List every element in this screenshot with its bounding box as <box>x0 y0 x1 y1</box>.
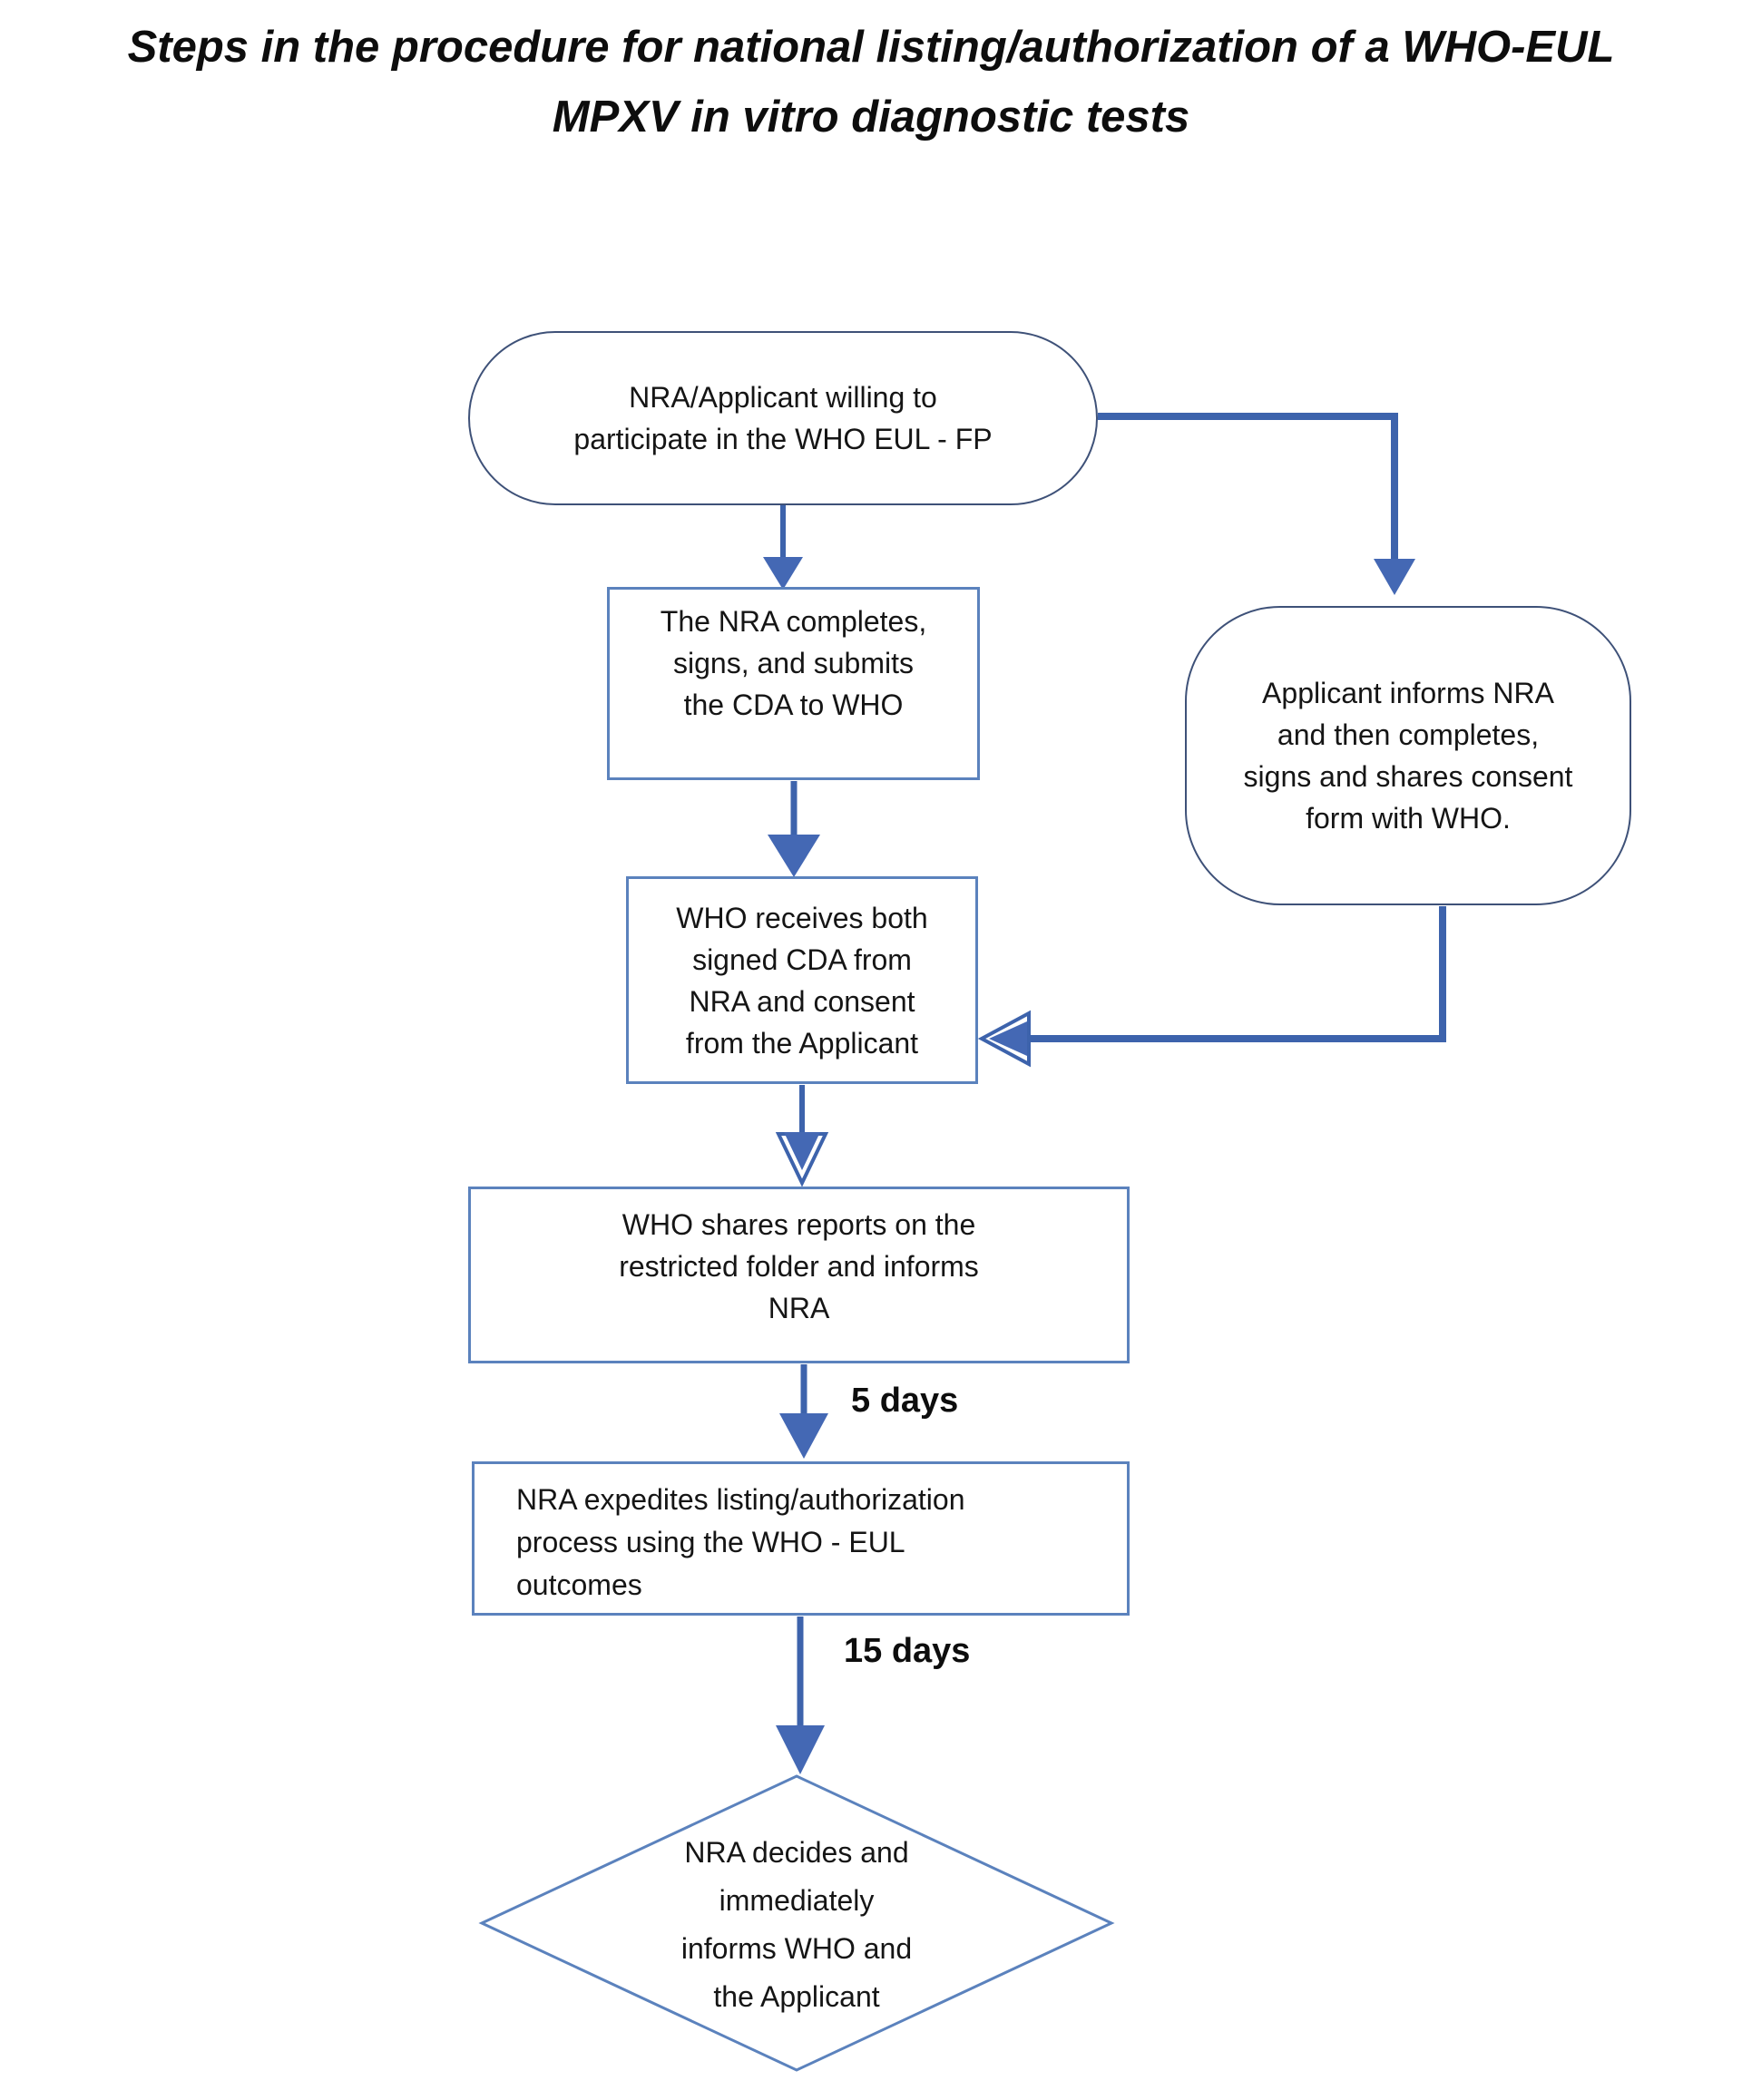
node-applicant-consent-line-2: and then completes, <box>1277 718 1540 751</box>
node-start-stadium <box>468 331 1098 505</box>
node-who-receives-line-2: signed CDA from <box>692 943 912 976</box>
arrowhead-down-icon <box>768 835 820 877</box>
arrowhead-down-icon <box>776 1725 825 1774</box>
node-nra-decides-diamond <box>579 1829 1014 2021</box>
arrowhead-down-icon <box>779 1413 828 1459</box>
node-who-receives-line-1: WHO receives both <box>676 901 928 934</box>
node-who-receives-line-4: from the Applicant <box>685 1026 919 1060</box>
node-nra-cda-line-3: the CDA to WHO <box>683 688 904 721</box>
node-nra-expedites-line-3: outcomes <box>516 1568 642 1601</box>
node-applicant-consent-line-1: Applicant informs NRA <box>1262 677 1554 709</box>
node-who-shares-line-3: NRA <box>768 1291 830 1324</box>
node-who-shares-line-1: WHO shares reports on the <box>621 1207 976 1241</box>
node-nra-expedites-box <box>472 1461 1130 1616</box>
node-applicant-consent-stadium <box>1185 606 1631 905</box>
node-nra-cda-box <box>607 587 980 780</box>
connector-start-to-consent <box>1098 416 1395 561</box>
node-nra-cda-line-2: signs, and submits <box>672 646 914 679</box>
node-nra-decides-line-1: NRA decides and <box>684 1836 909 1869</box>
arrowhead-down-icon <box>763 557 803 590</box>
node-nra-decides-line-2: immediately <box>719 1884 875 1917</box>
node-applicant-consent-line-4: form with WHO. <box>1306 802 1511 835</box>
node-who-receives-box <box>626 876 978 1084</box>
node-applicant-consent-line-3: signs and shares consent <box>1243 760 1573 793</box>
node-nra-decides-line-4: the Applicant <box>713 1980 880 2013</box>
page-title-line-2: MPXV in vitro diagnostic tests <box>552 93 1190 142</box>
node-nra-decides-line-3: informs WHO and <box>680 1932 913 1965</box>
node-who-receives-line-3: NRA and consent <box>689 984 915 1018</box>
duration-label-15-days: 15 days <box>844 1632 971 1670</box>
node-start-line-2: participate in the WHO EUL - FP <box>573 423 993 455</box>
node-nra-cda-line-1: The NRA completes, <box>660 604 927 638</box>
duration-label-5-days: 5 days <box>851 1382 959 1420</box>
node-who-shares-line-2: restricted folder and informs <box>619 1249 979 1283</box>
node-start-line-1: NRA/Applicant willing to <box>629 381 937 414</box>
node-who-shares-box <box>468 1187 1130 1363</box>
connector-consent-to-receives <box>1029 906 1443 1039</box>
page-title-line-1: Steps in the procedure for national listing/authorization of a WHO-EUL <box>127 23 1615 72</box>
node-nra-expedites-line-2: process using the WHO - EUL <box>516 1526 905 1558</box>
arrowhead-down-icon <box>1374 559 1415 595</box>
node-nra-expedites-line-1: NRA expedites listing/authorization <box>516 1483 965 1516</box>
